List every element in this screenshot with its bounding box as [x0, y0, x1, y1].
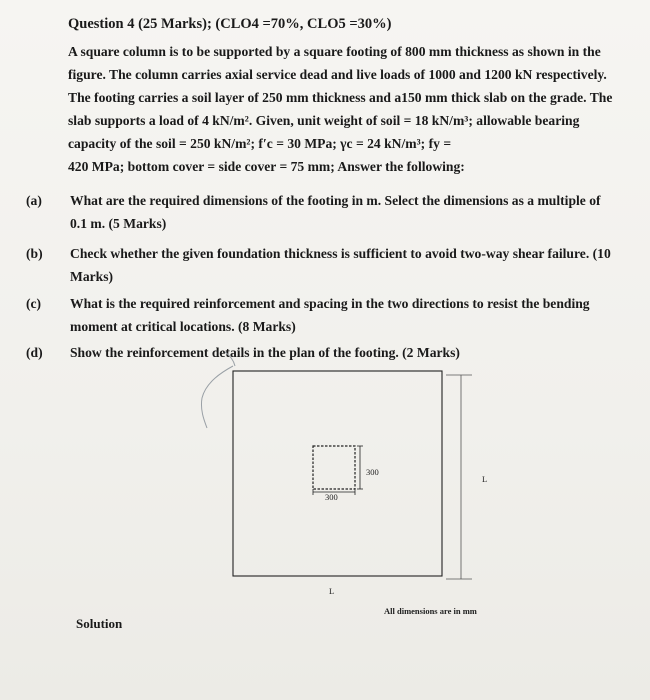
part-text: What are the required dimensions of the footing in m. Select the dimensions as a multiple of	[70, 193, 601, 208]
paragraph-line: The footing carries a soil layer of 250 mm thickness and a150 mm thick slab on the grade. The	[68, 90, 613, 105]
column-depth-label: 300	[366, 467, 379, 477]
paragraph-line: A square column is to be supported by a square footing of 800 mm thickness as shown in the	[68, 44, 601, 59]
footing-side-label-right: L	[482, 474, 488, 484]
part-text: moment at critical locations. (8 Marks)	[70, 319, 296, 334]
solution-heading: Solution	[76, 616, 123, 631]
column-width-label: 300	[325, 492, 338, 502]
part-text: What is the required reinforcement and spacing in the two directions to resist the bending	[70, 296, 590, 311]
part-label: (c)	[26, 296, 42, 311]
part-text: Show the reinforcement details in the plan of the footing. (2 Marks)	[70, 345, 460, 360]
paragraph-line: figure. The column carries axial service dead and live loads of 1000 and 1200 kN respectively.	[68, 67, 607, 82]
part-text: Marks)	[70, 269, 114, 284]
question-title: Question 4 (25 Marks); (CLO4 =70%, CLO5 =30%)	[68, 16, 392, 32]
pen-mark	[225, 352, 235, 366]
part-label: (a)	[26, 193, 42, 208]
footing-outline	[233, 371, 442, 576]
part-label: (d)	[26, 345, 43, 360]
column-outline	[313, 446, 355, 489]
paragraph-line: capacity of the soil = 250 kN/m²; f′c = 30 MPa; γc = 24 kN/m³; fy =	[68, 136, 452, 151]
part-text: Check whether the given foundation thickness is sufficient to avoid two-way shear failure. (10	[70, 246, 611, 261]
pen-mark	[201, 366, 233, 428]
paragraph-line: slab supports a load of 4 kN/m². Given, unit weight of soil = 18 kN/m³; allowable bearing	[68, 113, 580, 128]
footing-side-label-bottom: L	[329, 586, 335, 596]
part-text: 0.1 m. (5 Marks)	[70, 216, 167, 231]
part-label: (b)	[26, 246, 43, 261]
paragraph-line: 420 MPa; bottom cover = side cover = 75 mm; Answer the following:	[68, 159, 465, 174]
dimensions-note: All dimensions are in mm	[384, 606, 477, 616]
